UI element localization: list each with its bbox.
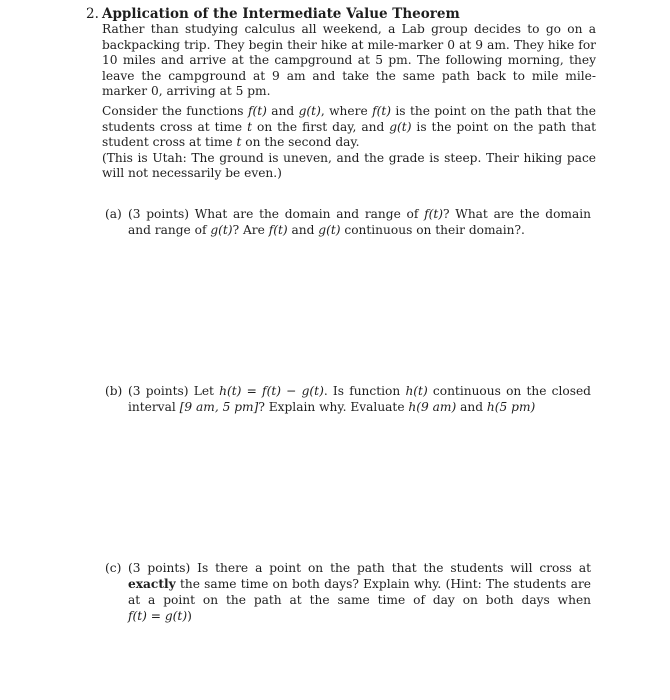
part-b-label: (b) xyxy=(105,384,123,398)
math-h-5pm: h(5 pm) xyxy=(486,400,536,414)
math-h-definition: h(t) = f(t) − g(t) xyxy=(219,384,324,398)
math-g-of-t: g(t) xyxy=(389,119,412,134)
math-f-of-t: f(t) xyxy=(372,103,391,118)
math-h-9am: h(9 am) xyxy=(408,400,457,414)
problem-2 xyxy=(86,6,596,182)
math-f-equals-g: f(t) = g(t) xyxy=(128,609,188,623)
part-c xyxy=(105,560,591,624)
math-g-of-t: g(t) xyxy=(318,223,341,237)
math-h-of-t: h(t) xyxy=(405,384,428,398)
part-c-text: (3 points) Is there a point on the path that the students will cross at exactly the same time on both days? Explain why. (Hint: The students are at a point on the path at the same time of day on both days when f(t) = g(t)) xyxy=(128,561,591,623)
problem-intro: Rather than studying calculus all weekend, a Lab group decides to go on a backpacking trip. They begin their hike at mile-marker 0 at 9 am. They hike for 10 miles and arrive at the campground at 5 pm. The following morning, they leave the campground at 9 am and take the same path back to mile mile-marker 0, arriving at 5 pm. xyxy=(102,22,596,99)
emphasis-exactly: exactly xyxy=(128,577,176,591)
part-a xyxy=(105,206,591,238)
problem-title: Application of the Intermediate Value Theorem xyxy=(102,6,460,22)
problem-note: (This is Utah: The ground is uneven, and the grade is steep. Their hiking pace will not necessarily be even.) xyxy=(102,150,596,181)
math-t: t xyxy=(247,119,253,134)
problem-body xyxy=(102,6,596,182)
math-f-of-t: f(t) xyxy=(424,207,444,221)
part-b-text: (3 points) Let h(t) = f(t) − g(t). Is function h(t) continuous on the closed interval [9 am, 5 pm]? Explain why. Evaluate h(9 am) and h(5 pm) xyxy=(128,384,591,414)
math-interval: [9 am, 5 pm] xyxy=(179,400,259,414)
part-c-label: (c) xyxy=(105,561,122,575)
math-f-of-t: f(t) xyxy=(247,103,267,118)
part-b xyxy=(105,383,591,415)
math-g-of-t: g(t) xyxy=(298,103,321,118)
math-g-of-t: g(t) xyxy=(210,223,233,237)
math-f-of-t: f(t) xyxy=(268,223,288,237)
problem-number: 2. xyxy=(86,6,99,22)
part-a-label: (a) xyxy=(105,207,122,221)
problem-consider: Consider the functions f(t) and g(t), where f(t) is the point on the path that the students cross at time t on the first day, and g(t) is the point on the path that student cross at time t on the second day. xyxy=(102,103,597,150)
part-a-text: (3 points) What are the domain and range of f(t)? What are the domain and range of g(t)? Are f(t) and g(t) continuous on their domain?. xyxy=(128,207,591,237)
math-t: t xyxy=(236,135,242,150)
